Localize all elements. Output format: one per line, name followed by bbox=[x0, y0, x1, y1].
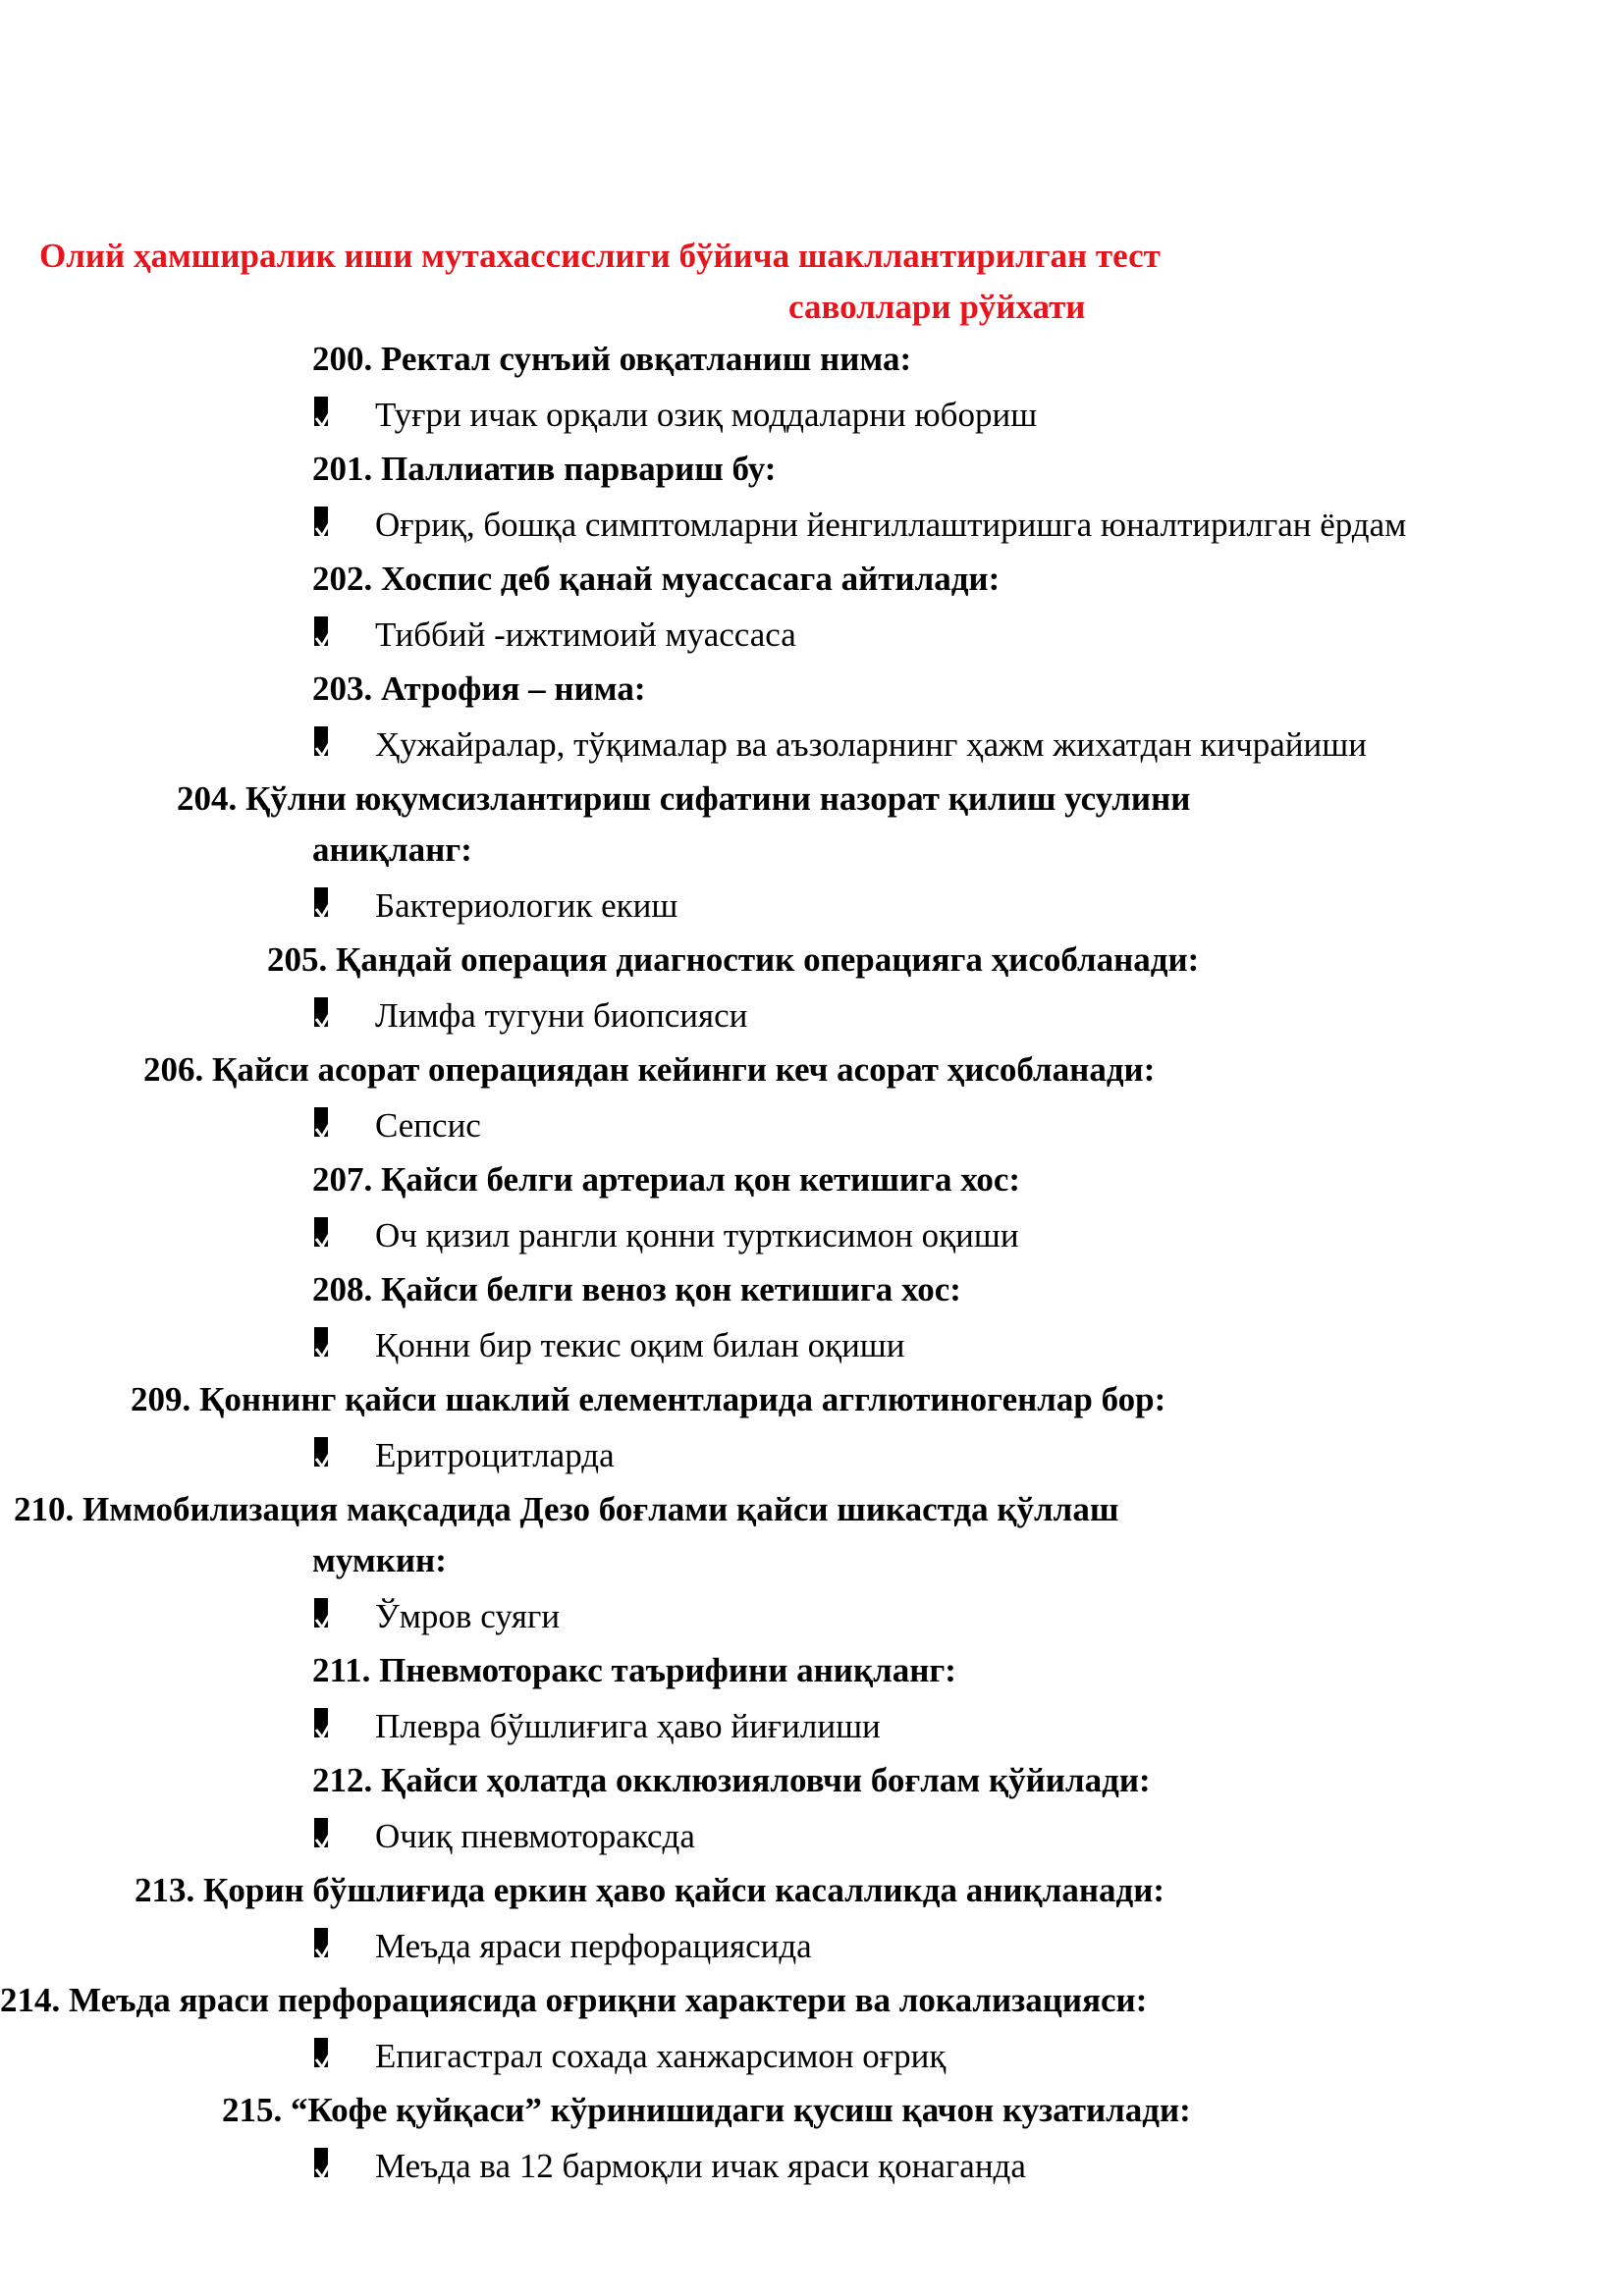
check-bullet-icon bbox=[314, 1327, 330, 1364]
question-214: 214. Меъда яраси перфорациясида оғриқни характери ва локализацияси: bbox=[0, 1981, 1148, 2019]
answer-203 bbox=[314, 724, 1367, 766]
answer-text: Очиқ пневмотораксда bbox=[375, 1817, 695, 1855]
answer-208 bbox=[314, 1325, 905, 1366]
question-200: 200. Ректал сунъий овқатланиш нима: bbox=[312, 340, 912, 378]
question-205: 205. Қандай операция диагностик операцияга ҳисобланади: bbox=[267, 940, 1200, 979]
check-bullet-icon bbox=[314, 1217, 330, 1255]
question-210: 210. Иммобилизация мақсадида Дезо боғлами қайси шикастда қўллаш bbox=[14, 1490, 1119, 1528]
answer-200 bbox=[314, 395, 1037, 436]
answer-text: Сепсис bbox=[375, 1106, 481, 1145]
check-bullet-icon bbox=[314, 397, 330, 434]
answer-210 bbox=[314, 1596, 560, 1637]
answer-215 bbox=[314, 2146, 1026, 2187]
answer-214 bbox=[314, 2036, 946, 2077]
check-bullet-icon bbox=[314, 1437, 330, 1474]
check-bullet-icon bbox=[314, 1928, 330, 1965]
question-210-continued: мумкин: bbox=[312, 1541, 447, 1579]
document-title-line-2: саволлари рўйхати bbox=[788, 288, 1086, 326]
question-208: 208. Қайси белги веноз қон кетишига хос: bbox=[312, 1270, 961, 1308]
answer-211 bbox=[314, 1706, 881, 1747]
check-bullet-icon bbox=[314, 2038, 330, 2075]
question-204: 204. Қўлни юқумсизлантириш сифатини назорат қилиш усулини bbox=[177, 779, 1191, 818]
answer-202 bbox=[314, 614, 796, 656]
question-209: 209. Қоннинг қайси шаклий елементларида агглютиногенлар бор: bbox=[131, 1380, 1166, 1418]
answer-text: Туғри ичак орқали озиқ моддаларни юбориш bbox=[375, 396, 1038, 434]
answer-213 bbox=[314, 1926, 812, 1967]
question-204-continued: аниқланг: bbox=[312, 830, 472, 869]
answer-text: Ҳужайралар, тўқималар ва аъзоларнинг ҳажм жихатдан кичрайиши bbox=[375, 725, 1367, 764]
check-bullet-icon bbox=[314, 1708, 330, 1745]
question-215: 215. “Кофе қуйқаси” кўринишидаги қусиш қачон кузатилади: bbox=[222, 2091, 1191, 2129]
check-bullet-icon bbox=[314, 1107, 330, 1145]
answer-text: Оғриқ, бошқа симптомларни йенгиллаштиришга юналтирилган ёрдам bbox=[375, 506, 1407, 544]
question-203: 203. Атрофия – нима: bbox=[312, 669, 646, 708]
answer-212 bbox=[314, 1816, 695, 1857]
answer-text: Бактериологик екиш bbox=[375, 886, 678, 925]
check-bullet-icon bbox=[314, 1818, 330, 1855]
check-bullet-icon bbox=[314, 2148, 330, 2185]
check-bullet-icon bbox=[314, 887, 330, 925]
answer-text: Тиббий -ижтимоий муассаса bbox=[375, 615, 796, 654]
question-207: 207. Қайси белги артериал қон кетишига хос: bbox=[312, 1160, 1021, 1199]
check-bullet-icon bbox=[314, 997, 330, 1035]
answer-209 bbox=[314, 1435, 615, 1476]
question-213: 213. Қорин бўшлиғида еркин ҳаво қайси касалликда аниқланади: bbox=[135, 1871, 1165, 1909]
check-bullet-icon bbox=[314, 726, 330, 764]
question-202: 202. Хоспис деб қанай муассасага айтилади: bbox=[312, 560, 1001, 598]
answer-205 bbox=[314, 995, 747, 1037]
answer-201 bbox=[314, 505, 1406, 546]
check-bullet-icon bbox=[314, 616, 330, 654]
answer-text: Қонни бир текис оқим билан оқиши bbox=[375, 1326, 905, 1364]
document-title-line-1: Олий ҳамширалик иши мутахассислиги бўйича шакллантирилган тест bbox=[39, 237, 1161, 275]
answer-204 bbox=[314, 885, 677, 927]
question-206: 206. Қайси асорат операциядан кейинги кеч асорат ҳисобланади: bbox=[143, 1050, 1156, 1089]
answer-text: Плевра бўшлиғига ҳаво йиғилиши bbox=[375, 1707, 881, 1745]
answer-text: Оч қизил рангли қонни турткисимон оқиши bbox=[375, 1216, 1019, 1255]
check-bullet-icon bbox=[314, 1598, 330, 1635]
answer-text: Меъда ва 12 бармоқли ичак яраси қонаганда bbox=[375, 2147, 1026, 2185]
answer-207 bbox=[314, 1215, 1019, 1256]
answer-text: Епигастрал сохада ханжарсимон оғриқ bbox=[375, 2037, 947, 2075]
check-bullet-icon bbox=[314, 507, 330, 544]
answer-text: Лимфа тугуни биопсияси bbox=[375, 996, 748, 1035]
answer-text: Меъда яраси перфорациясида bbox=[375, 1927, 812, 1965]
answer-text: Еритроцитларда bbox=[375, 1436, 615, 1474]
question-212: 212. Қайси ҳолатда окклюзияловчи боғлам қўйилади: bbox=[312, 1761, 1151, 1799]
question-201: 201. Паллиатив парвариш бу: bbox=[312, 450, 777, 488]
answer-text: Ўмров суяги bbox=[375, 1597, 561, 1635]
answer-206 bbox=[314, 1105, 481, 1147]
question-211: 211. Пневмоторакс таърифини аниқланг: bbox=[312, 1651, 956, 1689]
